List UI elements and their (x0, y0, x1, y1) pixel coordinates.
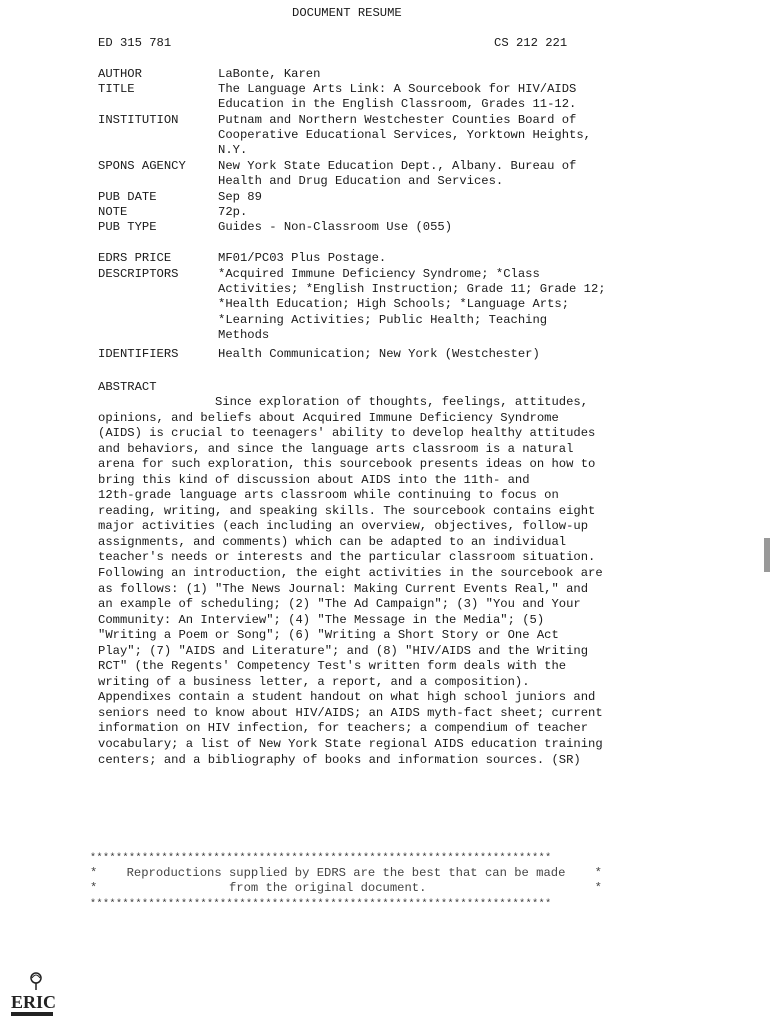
reproduction-notice-line-1: * Reproductions supplied by EDRS are the best that can be made * (90, 866, 602, 880)
field-label-pub-date: PUB DATE (98, 190, 157, 204)
field-label-author: AUTHOR (98, 67, 142, 81)
field-value-descriptors-line-3: *Health Education; High Schools; *Language Arts; (218, 297, 570, 311)
field-value-descriptors-line-2: Activities; *English Instruction; Grade 11; Grade 12; (218, 282, 606, 296)
field-value-title-line-2: Education in the English Classroom, Grades 11-12. (218, 97, 577, 111)
footer-stars-bottom: *********************************************************************** (90, 899, 552, 910)
svg-text:ERIC: ERIC (11, 992, 57, 1012)
cs-number: CS 212 221 (494, 36, 568, 50)
field-value-pub-type: Guides - Non-Classroom Use (055) (218, 220, 453, 234)
footer-stars-top: *********************************************************************** (90, 853, 552, 864)
scan-margin-mark (764, 538, 770, 572)
field-label-institution: INSTITUTION (98, 113, 179, 127)
field-value-institution-line-3: N.Y. (218, 143, 248, 157)
abstract-text: Since exploration of thoughts, feelings, attitudes, opinions, and beliefs about Acquired Immune Deficiency Syndrome (AIDS) is crucial to teenagers' ability to develop healthy attitudes and behaviors, and since the language arts classroom is a natural arena for such exploration, this sourcebook presents ideas on how to bring this kind of discussion about AIDS into the 11th- and 12th-grade language arts classroom while continuing to focus on reading, writing, and speaking skills. The sourcebook contains eight major activities (each including an overview, objectives, follow-up assignments, and comments) which can be adapted to an individual teacher's needs or interests and the particular classroom situation. Following an introduction, the eight activities in the sourcebook are as follows: (1) "The News Journal: Making Current Events Real," and an example of scheduling; (2) "The Ad Campaign"; (3) "You and Your Community: An Interview"; (4) "The Message in the Media"; (5) "Writing a Poem or Song"; (6) "Writing a Short Story or One Act Play"; (7) "AIDS and Literature"; and (8) "HIV/AIDS and the Writing RCT" (the Regents' Competency Test's written form deals with the writing of a business letter, a report, and a composition). Appendixes contain a student handout on what high school juniors and seniors need to know about HIV/AIDS; an AIDS myth-fact sheet; current information on HIV infection, for teachers; a compendium of teacher vocabulary; a list of New York State regional AIDS education training centers; and a bibliography of books and information sources. (SR) (98, 395, 603, 767)
field-value-edrs-price: MF01/PC03 Plus Postage. (218, 251, 387, 265)
field-value-note: 72p. (218, 205, 248, 219)
field-label-title: TITLE (98, 82, 135, 96)
field-value-descriptors-line-1: *Acquired Immune Deficiency Syndrome; *Class (218, 267, 540, 281)
ed-number: ED 315 781 (98, 36, 172, 50)
reproduction-notice-line-2: * from the original document. * (90, 881, 602, 895)
field-value-descriptors-line-4: *Learning Activities; Public Health; Teaching (218, 313, 548, 327)
field-label-spons-agency: SPONS AGENCY (98, 159, 186, 173)
field-label-note: NOTE (98, 205, 128, 219)
field-value-descriptors-line-5: Methods (218, 328, 270, 342)
field-value-pub-date: Sep 89 (218, 190, 262, 204)
field-value-identifiers: Health Communication; New York (Westchester) (218, 347, 540, 361)
field-value-institution-line-1: Putnam and Northern Westchester Counties Board of (218, 113, 577, 127)
field-value-institution-line-2: Cooperative Educational Services, Yorktown Heights, (218, 128, 591, 142)
field-value-author: LaBonte, Karen (218, 67, 321, 81)
field-label-identifiers: IDENTIFIERS (98, 347, 179, 361)
abstract-label: ABSTRACT (98, 380, 157, 394)
document-title: DOCUMENT RESUME (292, 6, 402, 20)
field-value-spons-agency-line-2: Health and Drug Education and Services. (218, 174, 504, 188)
field-label-edrs-price: EDRS PRICE (98, 251, 172, 265)
eric-logo-icon (8, 970, 58, 1020)
field-label-descriptors: DESCRIPTORS (98, 267, 179, 281)
field-value-spons-agency-line-1: New York State Education Dept., Albany. Bureau of (218, 159, 577, 173)
field-label-pub-type: PUB TYPE (98, 220, 157, 234)
field-value-title-line-1: The Language Arts Link: A Sourcebook for HIV/AIDS (218, 82, 577, 96)
